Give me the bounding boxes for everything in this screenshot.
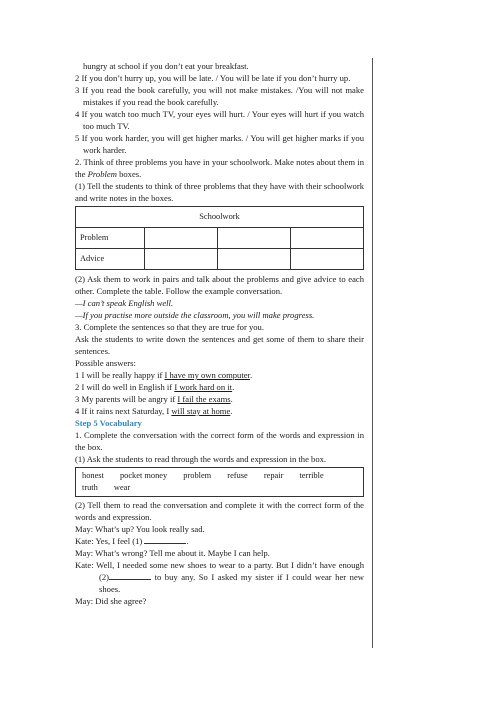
text-span: . — [232, 382, 235, 392]
text-span: boxes. — [116, 169, 142, 179]
text-column — [75, 60, 364, 607]
table-cell — [145, 228, 218, 249]
text-line: Ask the students to write down the sentences and get some of them to share their sentences. — [75, 334, 364, 356]
answer-blank — [109, 571, 151, 580]
table-cell — [291, 228, 364, 249]
task-3-heading: 3. Complete the sentences so that they are true for you. — [75, 322, 265, 332]
answer-line — [75, 405, 364, 417]
dialogue-line — [75, 559, 364, 595]
text-line: 2 If you don’t hurry up, you will be late. / You will be late if you don’t hurry up. — [75, 73, 351, 83]
dialogue-line: May: Did she agree? — [75, 596, 147, 606]
text-span: 2 I will do well in English if — [75, 382, 175, 392]
answer-line — [75, 369, 364, 381]
margin-rule — [372, 58, 373, 648]
answer-underlined: I fail the exams — [177, 394, 231, 404]
text-span: Kate: Yes, I feel (1) — [75, 536, 145, 546]
answer-blank — [144, 535, 189, 546]
text-span: Kate: Well, I needed some new shoes to wear to a party. But I didn’t have enough (2) — [75, 560, 364, 582]
schoolwork-table — [75, 206, 364, 270]
text-line: 3 If you read the book carefully, you will not make mistakes. /You will not make mistakes if you read the book carefully. — [75, 85, 364, 107]
example-line: —If you practise more outside the classroom, you will make progress. — [75, 310, 315, 320]
table-cell — [218, 228, 291, 249]
text-span: to buy any. So I asked my sister if I could wear her new shoes. — [99, 572, 364, 594]
text-span: . — [230, 406, 233, 416]
text-span: 4 If it rains next Saturday, I — [75, 406, 172, 416]
answer-line — [75, 393, 364, 405]
table-row-label: Advice — [76, 249, 145, 270]
table-header: Schoolwork — [76, 207, 364, 228]
dialogue-line — [75, 535, 364, 547]
dialogue-line: May: What’s wrong? Tell me about it. Maybe I can help. — [75, 548, 270, 558]
word-item: refuse — [227, 471, 248, 480]
step-5-heading: Step 5 Vocabulary — [75, 418, 142, 428]
text-line: (2) Tell them to read the conversation and complete it with the correct form of the words and expression. — [75, 500, 364, 522]
word-item: honest — [82, 471, 104, 480]
text-span: 1 I will be really happy if — [75, 370, 165, 380]
text-span: . — [186, 536, 189, 546]
text-line: (1) Ask the students to read through the words and expression in the box. — [75, 454, 327, 464]
word-item: wear — [113, 483, 131, 492]
word-item: terrible — [299, 471, 324, 480]
table-cell — [218, 249, 291, 270]
text-span: 3 My parents will be angry if — [75, 394, 178, 404]
text-span: . — [249, 370, 253, 380]
answer-line — [75, 381, 364, 393]
answer-underlined: I have my own computer — [164, 370, 250, 380]
text-line: 4 If you watch too much TV, your eyes will hurt. / Your eyes will hurt if you watch too much TV. — [75, 109, 364, 131]
dialogue-line: May: What’s up? You look really sad. — [75, 524, 205, 534]
text-span: 2. Think of three problems you have in your schoolwork. Make notes about them in the — [75, 157, 364, 179]
word-item: truth — [82, 483, 98, 492]
text-line: 1. Complete the conversation with the correct form of the words and expression in the box. — [75, 430, 364, 452]
example-line: —I can’t speak English well. — [75, 298, 174, 308]
text-line: Possible answers: — [75, 358, 136, 368]
table-cell — [145, 249, 218, 270]
text-span: . — [230, 394, 233, 404]
word-item: repair — [263, 471, 284, 480]
word-box — [75, 467, 364, 497]
task-2-heading — [75, 156, 364, 180]
word-item: pocket money — [119, 471, 168, 480]
table-cell — [291, 249, 364, 270]
text-span-italic: Problem — [87, 169, 117, 179]
answer-underlined: I work hard on it — [174, 382, 233, 392]
table-row-label: Problem — [76, 228, 145, 249]
text-line: hungry at school if you don’t eat your breakfast. — [83, 61, 249, 71]
answer-underlined: will stay at home — [171, 406, 231, 416]
word-item: problem — [183, 471, 212, 480]
text-line: 5 If you work harder, you will get higher marks. / You will get higher marks if you work harder. — [75, 133, 364, 155]
text-line: (2) Ask them to work in pairs and talk about the problems and give advice to each other. Complete the table. Follow the example conversation. — [75, 274, 364, 296]
text-line: (1) Tell the students to think of three problems that they have with their schoolwork and write notes in the boxes. — [75, 181, 364, 203]
